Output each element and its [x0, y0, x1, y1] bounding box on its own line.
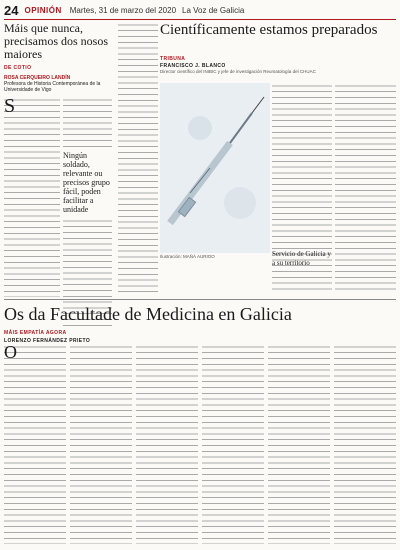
middle-column [118, 22, 158, 292]
right-article-title: Científicamente estamos preparados [160, 22, 378, 38]
left-article-tag: DE COTIO [4, 65, 32, 71]
bottom-article-text-3 [136, 344, 198, 544]
left-article-col-1 [4, 97, 60, 297]
right-article-text-2 [335, 83, 396, 293]
illustration-caption: Ilustración: MAÑÁ AURIOO [160, 254, 215, 259]
left-article-text-1 [4, 97, 60, 297]
bottom-article-tag: MÁIS EMPATÍA AGORA [4, 330, 67, 336]
bottom-article-text-5 [268, 344, 330, 544]
left-article [4, 22, 112, 297]
newspaper-name: La Voz de Galicia [182, 5, 245, 15]
page-number: 24 [4, 2, 19, 18]
left-article-body [4, 97, 112, 297]
right-article-pull-quote: Servicio de Galicia y a su territorio [272, 250, 331, 267]
right-article-author: FRANCISCO J. BLANCO [160, 63, 226, 69]
left-article-author-role: Profesora de Historia Contemporánea de la Universidade de Vigo [4, 81, 101, 93]
page-date: Martes, 31 de marzo del 2020 [69, 5, 177, 15]
bottom-article-text-4 [202, 344, 264, 544]
bottom-article-body [4, 344, 396, 544]
bottom-article-title: Os da Facultade de Medicina en Galicia [4, 304, 292, 324]
bottom-article-col-1 [4, 344, 66, 544]
right-article-tag: TRIBUNA [160, 56, 186, 62]
bottom-article-text-6 [334, 344, 396, 544]
section-label: OPINIÓN [24, 5, 62, 15]
right-article-author-role: Director científico del INIBIC y jefe de investigación Reumatología del CHUAC [160, 69, 316, 74]
bottom-article-text-1 [4, 344, 66, 544]
bottom-article-text-2 [70, 344, 132, 544]
middle-column-text [118, 22, 158, 292]
drop-cap: S [4, 95, 16, 117]
header-rule [4, 19, 396, 20]
left-article-byline [4, 75, 112, 93]
left-article-text-2 [63, 97, 112, 147]
left-article-pull-quote: Ningún soldado, relevante ou precisos grupo fácil, poden facilitar a unidade [63, 151, 110, 214]
left-article-author: ROSA CERQUEIRO LANDÍN [4, 75, 71, 81]
left-article-title: Máis que nunca, precisamos dos nosos maiores [4, 21, 108, 61]
syringe-illustration [160, 83, 270, 253]
right-article-byline [160, 56, 396, 74]
bottom-drop-cap: O [4, 342, 17, 362]
syringe-icon [160, 83, 270, 253]
section-divider [4, 299, 396, 300]
bottom-article-byline [4, 330, 104, 344]
bottom-article-author: LORENZO FERNÁNDEZ PRIETO [4, 338, 91, 344]
left-article-col-2 [63, 97, 112, 297]
page-header [4, 2, 396, 18]
